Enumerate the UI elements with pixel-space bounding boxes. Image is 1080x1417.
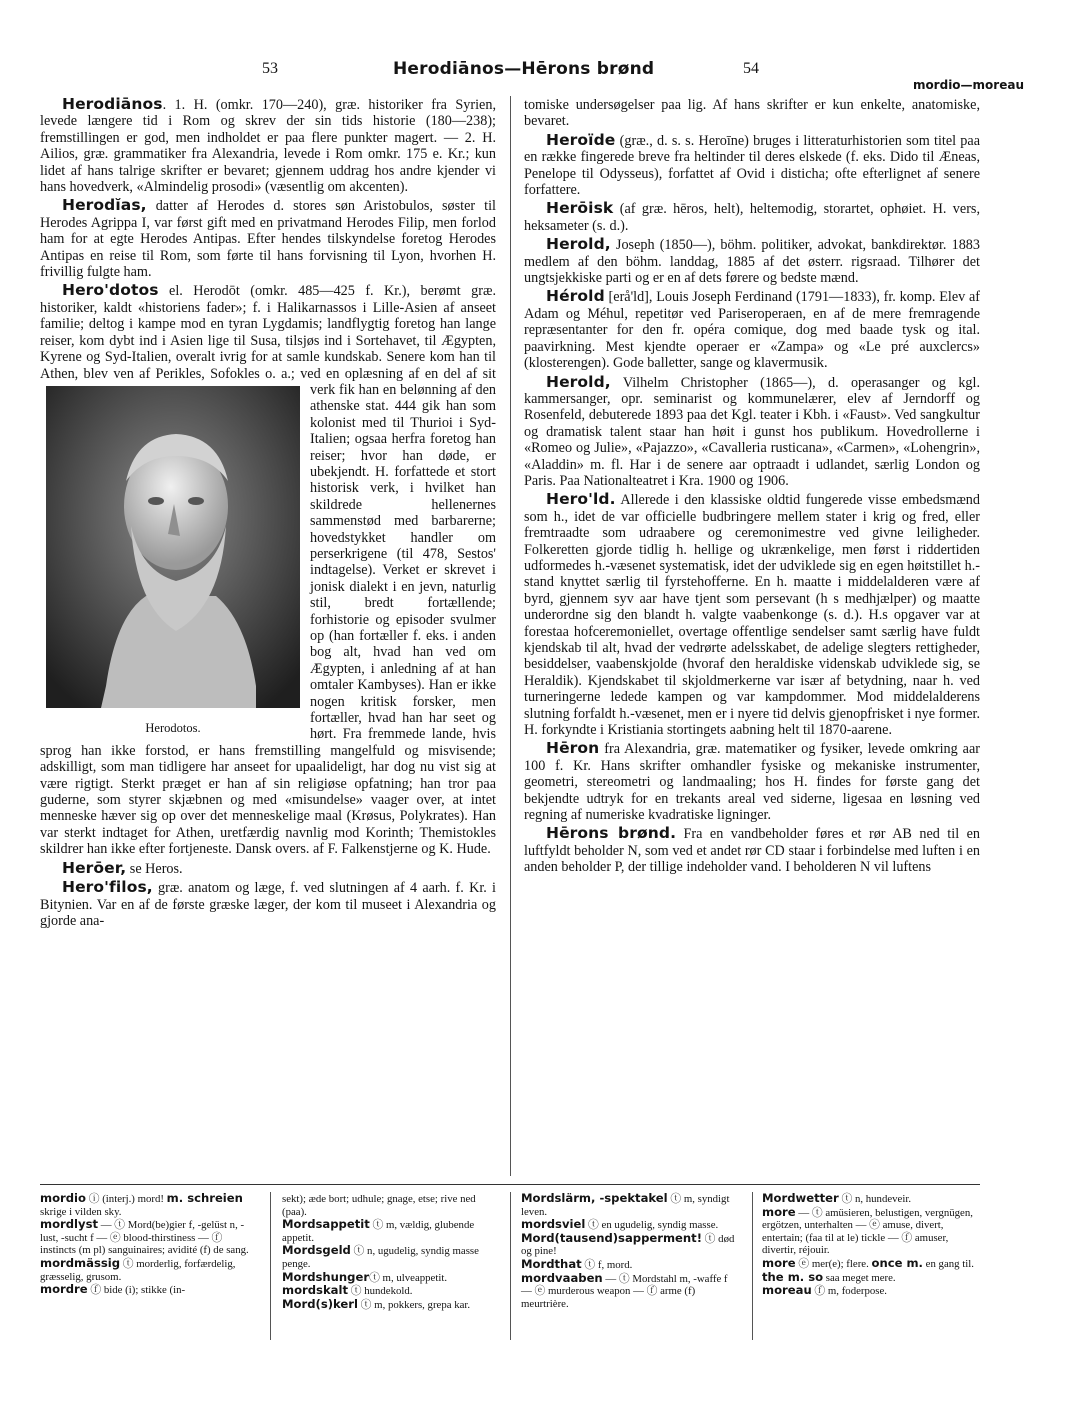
- entry-text: Allerede i den klassiske oldtid fungerede visse embedsmænd som h., idet de var officielle budbringere mellem stater i krig og fred, eller fremtraadte som udraabere og ceremonimestre ved givne leiligheder. Folkeretten gjorde tidlig h. hellige og ukrænkelige, men først i riddertiden udformedes h.-væsenet systematisk, idet der udviklede sig en egen høitstillet h.-stand knyttet særlig til fyrstehofferne. En h. maatte i middelalderen være af byrd, gjennem syv aar have tjent som persevant (h s medhjælper) og maatte underordne sig den blandt h. valgte vaabenkonge (s. d.). H.s opgaver var at forestaa hofceremoniellet, overtage offentlige sendelser samt særlig have fuldt kjendskab til alt, hvad der vedrørte adelsskabet, de adelige slegters rettigheder, besiddelser, vaabenskjolde (hvoraf den heraldiske videnskab udviklede sig, se Heraldik). Kjendskabet til skjoldmerkerne var især af betydning, naar h. ved turneringerne ledede kampen og var kampdommer. Mod middelalderens slutning forfaldt h.-væsenet, men er i nyere tid delvis gjenopfrisket i nye former. H. forkyndte i Kristiania stortingets aabning helt til 1870-aarene.: [524, 492, 980, 739]
- entry-herodianos: [40, 96, 496, 195]
- gloss-range-label: mordio—moreau: [912, 78, 1024, 92]
- entry-text: . 1. H. (omkr. 170—240), græ. historiker fra Syrien, levede længere tid i Rom og skrev der sin tids historie (180—238); fremstillingen er god, men indholdet er paa flere punkter magert. — 2. H. Ailios, græ. grammatiker fra Alexandria, levede i Rom omkr. 175 e. Kr.; kun lidet af hans talrige skrifter er bevaret; gjennem uddrag hos andre kjender vi hans hovedverk, «Almindelig prosodi» (væsentlig om akcenten).: [40, 97, 496, 196]
- entry-herons-brond: [524, 825, 980, 875]
- gloss-entry: Mord(s)kerl ⓣ m, pokkers, grepa kar.: [282, 1296, 471, 1311]
- entry-text: datter af Herodes d. stores søn Aristobulos, søster til Herodes Agrippa I, var først gift med en privatmand Herodes Filip, men forlod ham for at egte Herodes Antipas. Efter hendes tilskyndelse foretog Herodes Antipas en reise til Rom, som førte til hans forvisning til Lyon, hvorhen H. frivillig fulgte ham.: [40, 198, 496, 281]
- entry-heroisk: [524, 200, 980, 234]
- headword: Hērons brønd.: [546, 824, 677, 843]
- headword: Herold,: [546, 372, 611, 391]
- glossary-divider: [510, 1192, 511, 1340]
- entry-continuation: [524, 96, 980, 130]
- page-number-right: 54: [743, 60, 759, 77]
- entry-text: tomiske undersøgelser paa lig. Af hans skrifter er kun enkelte, anatomiske, bevaret.: [524, 97, 980, 130]
- figure-herodotos: [46, 386, 300, 736]
- headword: Hérold: [546, 287, 605, 306]
- entry-text: (af græ. hēros, helt), heltemodig, storartet, ophøiet. H. vers, heksameter (s. d.).: [524, 201, 980, 234]
- gloss-entry: Mordthat ⓣ f, mord.: [521, 1256, 633, 1271]
- entry-text: Fra en vandbeholder føres et rør AB ned til en luftfyldt beholder N, som ved et andet rør CD staar i forbindelse med luften i en anden beholder P, der tillige indeholder vand. I beholderen N vil luftens: [524, 826, 980, 876]
- headword: Heroïde: [546, 130, 616, 149]
- entry-heroer: [40, 860, 496, 877]
- column-divider: [510, 96, 511, 1176]
- right-column: [524, 96, 980, 878]
- entry-herodias: [40, 197, 496, 280]
- gloss-entry: Mordsgeld ⓣ n, ugudelig, syndig masse penge.: [282, 1243, 479, 1270]
- entry-text: fra Alexandria, græ. matematiker og fysiker, levede omkring aar 100 f. Kr. Hans skrifter omhandler fysiske og mekaniske instrumenter, geometri, stereometri og landmaaling; hos H. findes for første gang det bekjendte udtryk for en trekants areal ved siderne, ligesaa en løsning ved regning af numeriske kvadratiske ligninger.: [524, 741, 980, 824]
- entry-text: (græ., d. s. s. Heroīne) bruges i litteraturhistorien som titel paa en række fingerede breve fra heltinder til deres elskede (f. eks. Dido til Æneas, Penelope til Odysseus), forfattet af Ovid i disticha; ofte efterlignet af senere forfattere.: [524, 132, 980, 199]
- headword: Herodiānos: [62, 95, 163, 113]
- headword: Herōisk: [546, 199, 614, 218]
- entry-heroide: [524, 132, 980, 199]
- headword: Herōer,: [62, 858, 127, 877]
- glossary-column-2: [282, 1192, 500, 1311]
- glossary-divider: [270, 1192, 271, 1340]
- gloss-entry: more ⓔ mer(e); flere. once m. en gang til. the m. so saa meget mere.: [762, 1255, 974, 1284]
- gloss-entry: mordsviel ⓣ en ugudelig, syndig masse.: [521, 1217, 719, 1232]
- page-number-left: 53: [262, 60, 278, 77]
- gloss-entry: more — ⓣ amüsieren, belustigen, vergnügen, ergötzen, unterhalten — ⓔ amuse, divert, entertain; (faa til at le) tickle — ⓕ amuser, divertir, réjouir.: [762, 1204, 973, 1257]
- entry-herold-joseph: [524, 236, 980, 286]
- gloss-entry: sekt); æde bort; udhule; gnage, etse; rive ned (paa).: [282, 1193, 476, 1218]
- entry-text: se Heros.: [126, 860, 183, 877]
- gloss-entry: mordskalt ⓣ hundekold.: [282, 1283, 413, 1298]
- gloss-entry: Mordwetter ⓣ n, hundeveir.: [762, 1191, 912, 1205]
- gloss-entry: mordio ⓘ (interj.) mord! m. schreien skrige i vilden sky.: [40, 1191, 243, 1218]
- headword: Herold,: [546, 235, 611, 254]
- glossary-rule: [40, 1184, 980, 1185]
- gloss-entry: Mordshungerⓣ m, ulveappetit.: [282, 1269, 448, 1284]
- headword: Herodĭas,: [62, 196, 147, 215]
- glossary-column-1: [40, 1192, 258, 1297]
- gloss-entry: mordlyst — ⓣ Mord(be)gier f, -gelüst n, -lust, -sucht f — ⓔ blood-thirstiness — ⓕ instincts (m pl) sanguinaires; avidité (f) de sang.: [40, 1217, 249, 1257]
- headword: Hero'filos,: [62, 878, 153, 897]
- entry-herold-louis: [524, 288, 980, 371]
- entry-text: græ. anatom og læge, f. ved slutningen af 4 aarh. f. Kr. i Bitynien. Var en af de første græske læger, der kom til museet i Alexandria og gjorde ana-: [40, 880, 496, 929]
- herodotos-portrait: [46, 386, 300, 708]
- headword: Hero'dotos: [62, 281, 159, 300]
- entry-text: [erå'ld], Louis Joseph Ferdinand (1791—1833), fr. komp. Elev af Adam og Méhul, repetitør ved Pariseroperaen, en af de mere fremragende repræsentanter for den fr. opéra comique, dog med baade tysk og ital. paavirkning. Mest kjendte operaer er «Zampa» og «Le pré auxclercs» (klosterengen). Gode balletter, sange og klavermusik.: [524, 289, 980, 372]
- gloss-entry: mordre ⓕ bide (i); stikke (in-: [40, 1282, 186, 1297]
- entry-heron: [524, 740, 980, 823]
- entry-text: el. Herodōt (omkr. 485—425 f. Kr.), berømt græ. historiker, kaldt «historiens fader»; f. i Halikarnassos i Lille-Asien af anseet familie; deltog i kampe mod en tyran Lygdamis; landflygtig foretog han lange reiser, kom dybt ind i Asien lige til Susa, tilsjøs ind i Sortehavet, til Ægypten, Kyrene og Syd-Italien, overalt ivrig for at samle kundskab. Senere kom han til Athen, blev ven af Perikles, Sofokles o. a.; ved en op Herodotos. læsning af en del af sit verk fik han en belønning af den athenske stat. 444 gik han som kolonist med til Thurioi i Syd-Italien; ogsaa herfra foretog han reiser; hvor han døde, er ubekjendt. H. forfattede et stort historisk verk, i hvilket han skildrede hellenernes sammenstød med barbarerne; hovedstykket handler om perserkrigene (til 478, Sestos' indtagelse). Verket er skrevet i jonisk dialekt i en jevn, naturlig stil, bredt fortællende; forhistorie og episoder svulmer op (han fortæller f. eks. i anden bog alt, hvad han ved om Ægypten, i anledning af at han omtaler Kambyses). Han er ikke nogen kritisk forsker, men fortæller, hvad han har seet og hørt. Fra fremmede lande, hvis sprog han ikke forstod, er hans fremstilling mangelfuld og misvisende; adskilligt, som man tidligere har anseet for upaalideligt, har dog nu vist sig at være rigtigt. Sterkt præget er han af sin religiøse opfatning; han tror paa guderne, som styrer skjæbnen og med «misundelse» vaager over, at intet menneske hæver sig op over det menneskelige maal (Krøsus, Polykrates). Han var sterkt indtaget for Athen, uretfærdig navnlig mod Korinth; Themistokles skildrer han ikke efter fortjeneste. Dansk overs. af F. Falkenstjerne og K. Hude.: [40, 283, 496, 858]
- gloss-entry: Mord(tausend)sapperment! ⓣ død og pine!: [521, 1230, 735, 1258]
- figure-caption: Herodotos.: [145, 720, 201, 735]
- glossary-column-3: [521, 1192, 739, 1310]
- glossary-column-4: [762, 1192, 980, 1298]
- left-column: [40, 96, 496, 931]
- gloss-entry: Mordsappetit ⓣ m, vældig, glubende appetit.: [282, 1217, 475, 1244]
- entry-herofilos: [40, 879, 496, 929]
- entry-herold-vilhelm: [524, 374, 980, 490]
- entry-herodotos: [40, 282, 496, 857]
- bust-illustration: [46, 386, 300, 708]
- gloss-entry: Mordslärm, -spektakel ⓣ m, syndigt leven.: [521, 1191, 730, 1218]
- entry-text: Joseph (1850—), böhm. politiker, advokat, bankdirektør. 1883 medlem af den böhm. landdag, 1885 af det østerr. rigsraad. Tilhører det ungtsjekkiske parti og er en af dets førere og bedste mænd.: [524, 237, 980, 287]
- gloss-entry: moreau ⓕ m, foderpose.: [762, 1283, 887, 1298]
- page-running-title: Herodiānos—Hērons brønd: [393, 59, 655, 79]
- headword: Hero'ld.: [546, 490, 616, 509]
- entry-herold-general: [524, 491, 980, 738]
- entry-text: Vilhelm Christopher (1865—), d. operasanger og kgl. kammersanger, opr. seminarist og kommunelærer, elev af Jerndorff og Rosenfeld, debuterede 1893 paa det Kgl. teater i Kbh. i «Faust». Ved sangkultur og dramatisk talent staar han høit i gunst hos publikum. Hovedrollerne i «Romeo og Julie», «Pajazzo», «Cavalleria rusticana», «Carmen», «Lohengrin», «Aladdin» m. fl. Har i de senere aar optraadt i udlandet, særlig London og Paris. Paa Nationalteatret i Kra. 1900 og 1906.: [524, 374, 980, 489]
- glossary-divider: [752, 1192, 753, 1340]
- gloss-entry: mordvaaben — ⓣ Mordstahl m, -waffe f — ⓔ murderous weapon — ⓕ arme (f) meurtrière.: [521, 1270, 728, 1310]
- headword: Hēron: [546, 739, 600, 758]
- gloss-entry: mordmässig ⓣ morderlig, forfærdelig, græsselig, grusom.: [40, 1255, 236, 1283]
